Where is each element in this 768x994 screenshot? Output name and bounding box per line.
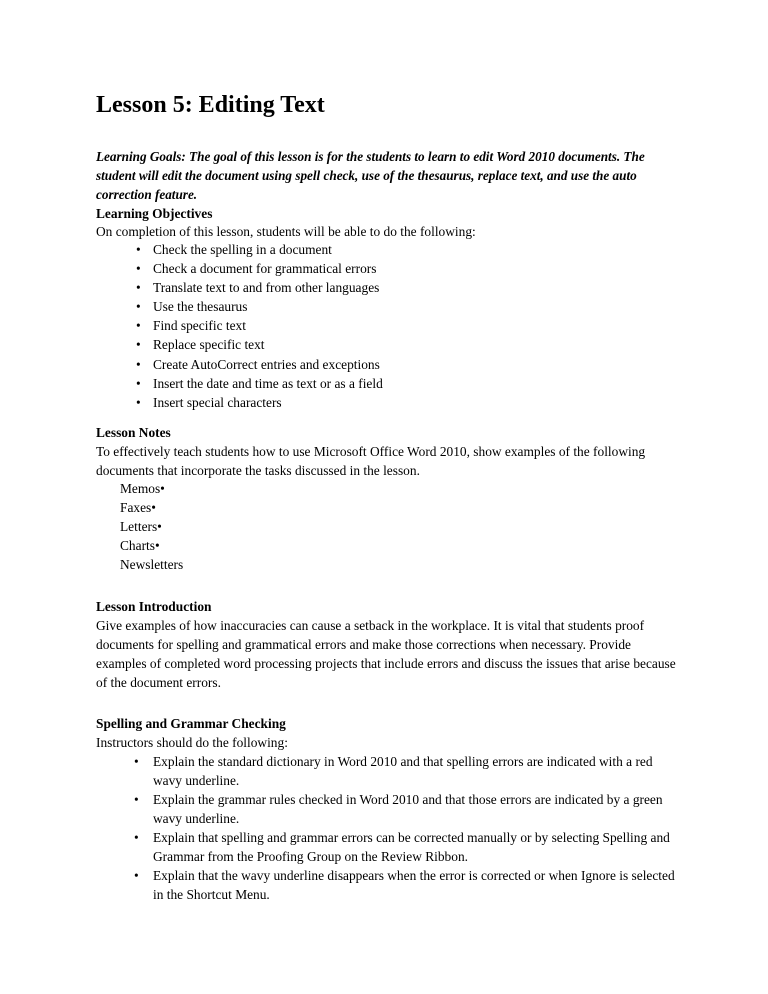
list-item: Memos• [120, 481, 165, 496]
list-item: • Use the thesaurus [96, 297, 676, 316]
documents-list [120, 479, 183, 574]
list-item: • Replace specific text [96, 335, 676, 354]
list-item: • Explain the grammar rules checked in Word 2010 and that those errors are indicated by a green wavy underline. [134, 792, 663, 826]
bullet-icon: • [136, 375, 141, 391]
list-item: Letters• [120, 519, 162, 534]
list-item: • Create AutoCorrect entries and exceptions [96, 355, 676, 374]
list-item: • Explain the standard dictionary in Word 2010 and that spelling errors are indicated with a red wavy underline. [134, 754, 653, 788]
bullet-icon: • [136, 299, 141, 315]
spelling-grammar-intro: Instructors should do the following: [96, 735, 288, 750]
list-item: • Check a document for grammatical errors [96, 259, 676, 278]
objectives-list [96, 240, 676, 412]
lesson-notes-text: To effectively teach students how to use Microsoft Office Word 2010, show examples of the following documents that incorporate the tasks discussed in the lesson. [96, 444, 646, 478]
list-item: Charts• [120, 538, 160, 553]
bullet-icon: • [136, 280, 141, 296]
bullet-icon: • [136, 261, 141, 277]
list-item: • Check the spelling in a document [96, 240, 676, 259]
lesson-notes-heading: Lesson Notes [96, 425, 171, 440]
bullet-icon: • [134, 868, 139, 883]
list-item: • Insert the date and time as text or as a field [96, 374, 676, 393]
bullet-icon: • [134, 830, 139, 845]
list-item: • Find specific text [96, 316, 676, 335]
list-item: Faxes• [120, 500, 156, 515]
bullet-icon: • [136, 394, 141, 410]
spelling-grammar-heading: Spelling and Grammar Checking [96, 716, 286, 731]
bullet-icon: • [136, 356, 141, 372]
bullet-icon: • [136, 318, 141, 334]
bullet-icon: • [136, 242, 141, 257]
objectives-intro: On completion of this lesson, students will be able to do the following: [96, 224, 476, 239]
list-item: • Explain that the wavy underline disappears when the error is corrected or when Ignore is selected in the Shortcut Menu. [134, 868, 675, 902]
learning-objectives-heading: Learning Objectives [96, 206, 213, 221]
list-item: Newsletters [120, 557, 184, 572]
lesson-introduction-heading: Lesson Introduction [96, 599, 212, 614]
page-title: Lesson 5: Editing Text [96, 92, 325, 118]
instructions-list [96, 752, 676, 904]
list-item: • Insert special characters [96, 393, 676, 412]
list-item: • Explain that spelling and grammar errors can be corrected manually or by selecting Spelling and Grammar from the Proofing Group on the Review Ribbon. [134, 830, 670, 864]
lesson-introduction-text: Give examples of how inaccuracies can cause a setback in the workplace. It is vital that students proof documents for spelling and grammatical errors and make those corrections when necessary. Provide examples of completed word processing projects that include errors and discuss the issues that arise because of the document errors. [96, 618, 676, 690]
learning-goals: Learning Goals: The goal of this lesson is for the students to learn to edit Word 2010 documents. The student will edit the document using spell check, use of the thesaurus, replace text, and use the auto correction feature. [96, 149, 645, 202]
list-item: • Translate text to and from other languages [96, 278, 676, 297]
bullet-icon: • [134, 792, 139, 807]
bullet-icon: • [136, 337, 141, 353]
bullet-icon: • [134, 754, 139, 769]
